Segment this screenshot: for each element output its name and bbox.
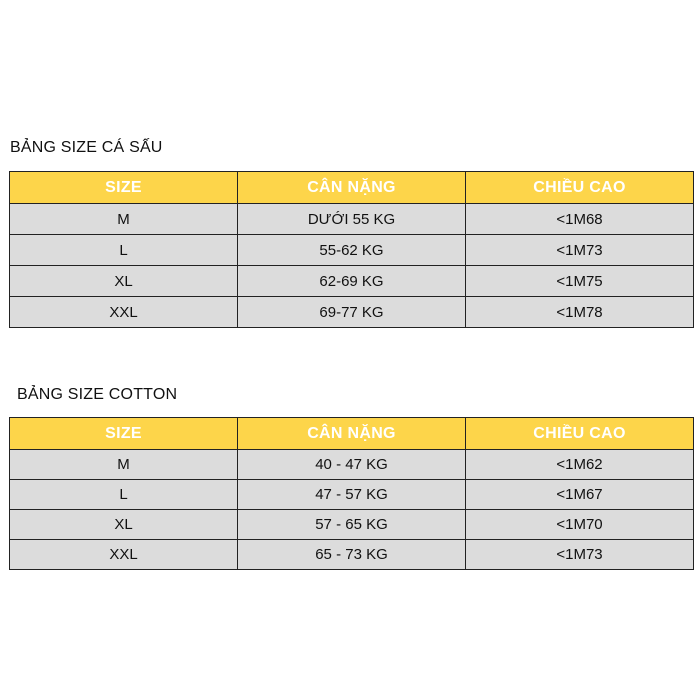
cell-size: XXL — [10, 297, 238, 328]
cell-height: <1M70 — [466, 510, 694, 540]
cell-weight: 55-62 KG — [238, 235, 466, 266]
cell-height: <1M78 — [466, 297, 694, 328]
table-row — [10, 204, 694, 235]
table-row — [10, 450, 694, 480]
cell-size: M — [10, 204, 238, 235]
header-row — [10, 172, 694, 204]
cell-size: XL — [10, 510, 238, 540]
table-row — [10, 297, 694, 328]
table-row — [10, 235, 694, 266]
table-row — [10, 266, 694, 297]
table-row — [10, 510, 694, 540]
cell-size: XL — [10, 266, 238, 297]
cell-height: <1M73 — [466, 540, 694, 570]
cell-size: L — [10, 480, 238, 510]
header-row — [10, 418, 694, 450]
cell-size: L — [10, 235, 238, 266]
cell-size: M — [10, 450, 238, 480]
cell-weight: 65 - 73 KG — [238, 540, 466, 570]
cell-weight: 57 - 65 KG — [238, 510, 466, 540]
cell-weight: 40 - 47 KG — [238, 450, 466, 480]
size-table-ca-sau — [9, 171, 694, 328]
header-size: SIZE — [10, 418, 238, 450]
header-height: CHIỀU CAO — [466, 418, 694, 450]
size-table-cotton — [9, 417, 694, 570]
header-height: CHIỀU CAO — [466, 172, 694, 204]
header-weight: CÂN NẶNG — [238, 418, 466, 450]
cell-height: <1M75 — [466, 266, 694, 297]
cell-height: <1M73 — [466, 235, 694, 266]
cell-height: <1M68 — [466, 204, 694, 235]
table-title-ca-sau: BẢNG SIZE CÁ SẤU — [10, 139, 163, 156]
table-title-cotton: BẢNG SIZE COTTON — [17, 386, 178, 403]
cell-weight: 69-77 KG — [238, 297, 466, 328]
table-row — [10, 480, 694, 510]
header-weight: CÂN NẶNG — [238, 172, 466, 204]
cell-height: <1M67 — [466, 480, 694, 510]
table-row — [10, 540, 694, 570]
cell-weight: 62-69 KG — [238, 266, 466, 297]
cell-weight: DƯỚI 55 KG — [238, 204, 466, 235]
cell-weight: 47 - 57 KG — [238, 480, 466, 510]
header-size: SIZE — [10, 172, 238, 204]
cell-size: XXL — [10, 540, 238, 570]
cell-height: <1M62 — [466, 450, 694, 480]
